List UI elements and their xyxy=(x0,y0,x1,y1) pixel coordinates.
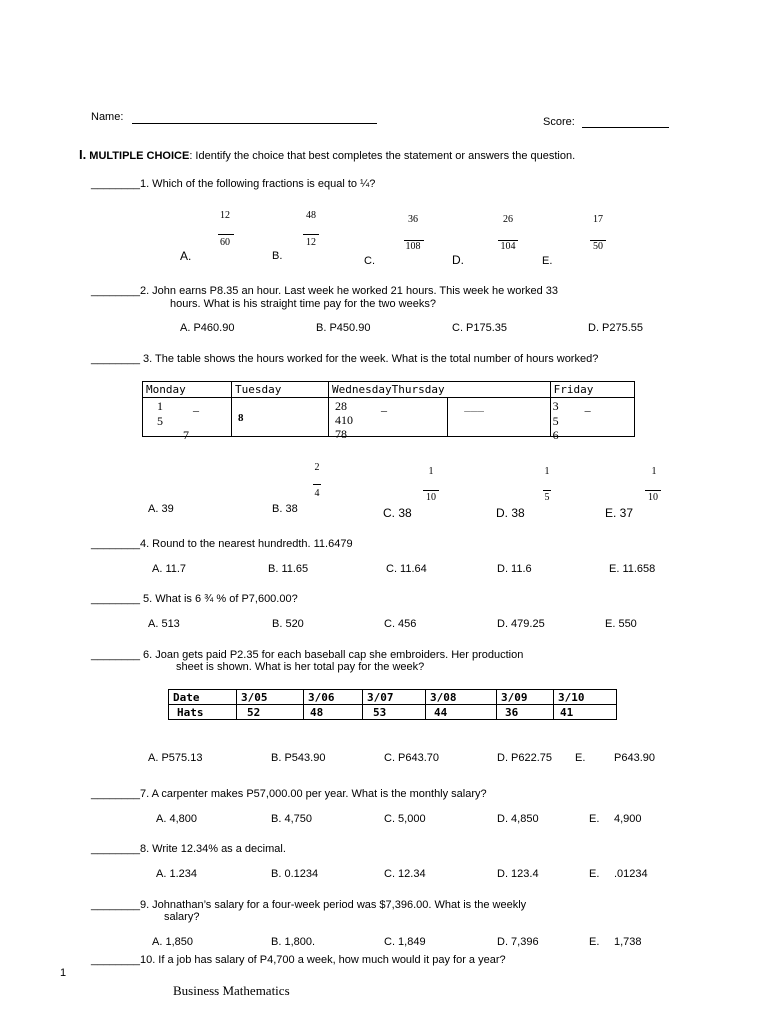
cell-hats: 52 xyxy=(237,705,304,720)
wednesday-value-2: 410 xyxy=(335,413,353,427)
question-6-line-1: 6. Joan gets paid P2.35 for each baseball cap she embroiders. Her production xyxy=(139,649,524,661)
cell-tuesday xyxy=(232,398,329,437)
q3-choice-a[interactable]: A. 39 xyxy=(148,503,174,515)
header-monday: Monday xyxy=(143,382,232,398)
q6-choice-b[interactable]: B. P543.90 xyxy=(271,752,326,764)
header-wednesday-thursday: WednesdayThursday xyxy=(329,382,448,398)
question-6-line-2: sheet is shown. What is her total pay for the week? xyxy=(176,661,425,673)
question-2-line-2: hours. What is his straight time pay for the two weeks? xyxy=(170,298,436,310)
fraction-bar xyxy=(645,490,661,491)
q6-choice-c[interactable]: C. P643.70 xyxy=(384,752,440,764)
q4-choice-a[interactable]: A. 11.7 xyxy=(152,563,187,575)
question-5 xyxy=(91,593,298,605)
q9-choice-e-value: 1,738 xyxy=(614,936,642,948)
q9-choice-d[interactable]: D. 7,396 xyxy=(497,936,539,948)
cell-monday xyxy=(143,398,232,442)
friday-value-2: 5 xyxy=(552,414,559,428)
question-1 xyxy=(91,178,375,190)
q4-choice-d[interactable]: D. 11.6 xyxy=(497,563,532,575)
hours-table-header xyxy=(143,382,635,398)
cell-thursday xyxy=(448,398,551,437)
cell-hats-label: Hats xyxy=(169,705,237,720)
production-table-dates xyxy=(169,690,617,705)
q6-choice-a[interactable]: A. P575.13 xyxy=(148,752,203,764)
q2-choice-a[interactable]: A. P460.90 xyxy=(180,322,235,334)
numerator: 12 xyxy=(220,210,230,221)
q9-choice-b[interactable]: B. 1,800. xyxy=(271,936,316,948)
q7-choice-b[interactable]: B. 4,750 xyxy=(271,813,312,825)
cell-hats: 36 xyxy=(497,705,554,720)
friday-value-1: 3 xyxy=(552,399,559,413)
tuesday-value: 8 xyxy=(238,412,244,424)
answer-blank[interactable]: ________ xyxy=(91,178,140,190)
q1-fraction-a xyxy=(214,210,236,221)
q5-choice-d[interactable]: D. 479.25 xyxy=(497,618,545,630)
q3-fraction-c-denominator: 10 xyxy=(426,492,436,503)
q3-fraction-c-numerator: 1 xyxy=(428,466,434,477)
fraction-line-glyph: _ xyxy=(193,399,199,413)
section-numeral: I. xyxy=(79,147,87,162)
q3-choice-b[interactable]: B. 38 xyxy=(272,503,298,515)
cell-date: 3/08 xyxy=(426,690,497,705)
q9-choice-a[interactable]: A. 1,850 xyxy=(152,936,193,948)
q7-choice-c[interactable]: C. 5,000 xyxy=(384,813,426,825)
cell-date-label: Date xyxy=(169,690,237,705)
monday-value-1: 1 xyxy=(157,399,163,413)
answer-blank[interactable]: ________ xyxy=(91,353,140,365)
question-4 xyxy=(91,538,353,550)
q1-fraction-d-denominator: 104 xyxy=(500,241,516,252)
q3-choice-e[interactable]: E. 37 xyxy=(605,506,634,520)
q3-fraction-e-denominator: 10 xyxy=(648,492,658,503)
q5-choice-a[interactable]: A. 513 xyxy=(148,618,180,630)
footer-course-title: Business Mathematics xyxy=(173,983,290,998)
q3-fraction-e-numerator: 1 xyxy=(651,466,657,477)
score-label: Score: xyxy=(543,116,575,128)
wednesday-value-1: 28 xyxy=(335,399,347,413)
cell-hats: 48 xyxy=(304,705,363,720)
fraction-line-glyph: _ xyxy=(584,399,591,413)
q6-choice-e-value: P643.90 xyxy=(614,752,655,764)
q3-fraction-d-numerator: 1 xyxy=(544,466,550,477)
answer-blank[interactable]: ________ xyxy=(91,843,140,855)
cell-date: 3/10 xyxy=(554,690,617,705)
question-8 xyxy=(91,843,286,855)
q9-choice-c[interactable]: C. 1,849 xyxy=(384,936,426,948)
friday-value-3: 6 xyxy=(552,428,559,442)
fraction-bar xyxy=(423,490,439,491)
question-2 xyxy=(91,285,558,297)
q9-choice-e[interactable]: E. xyxy=(589,936,600,948)
denominator: 60 xyxy=(220,237,230,248)
answer-blank[interactable]: ________ xyxy=(91,538,140,550)
question-5-text: 5. What is 6 ¾ % of P7,600.00? xyxy=(139,593,298,605)
q8-choice-c[interactable]: C. 12.34 xyxy=(384,868,426,880)
cell-date: 3/07 xyxy=(363,690,426,705)
cell-date: 3/09 xyxy=(497,690,554,705)
question-7 xyxy=(91,788,487,800)
q8-choice-d[interactable]: D. 123.4 xyxy=(497,868,539,880)
q1-fraction-c-numerator: 36 xyxy=(408,214,418,225)
q8-choice-e[interactable]: E. xyxy=(589,868,600,880)
score-field-line[interactable] xyxy=(582,127,669,128)
answer-blank[interactable]: ________ xyxy=(91,899,140,911)
q5-choice-c[interactable]: C. 456 xyxy=(384,618,417,630)
q2-choice-c[interactable]: C. P175.35 xyxy=(452,322,508,334)
header-tuesday: Tuesday xyxy=(232,382,329,398)
wednesday-value-3: 78 xyxy=(335,427,347,441)
q7-choice-a[interactable]: A. 4,800 xyxy=(156,813,197,825)
production-table-hats xyxy=(169,705,617,720)
q1-fraction-e-numerator: 17 xyxy=(593,214,603,225)
q4-choice-c[interactable]: C. 11.64 xyxy=(386,563,427,575)
section-heading xyxy=(79,147,575,162)
hours-table xyxy=(142,381,635,442)
q3-choice-d[interactable]: D. 38 xyxy=(496,506,525,520)
header-blank xyxy=(448,382,551,398)
q1-choice-c[interactable]: C. xyxy=(364,255,375,267)
question-2-line-1: 2. John earns P8.35 an hour. Last week he worked 21 hours. This week he worked 33 xyxy=(139,285,559,297)
q2-choice-b[interactable]: B. P450.90 xyxy=(316,322,371,334)
hours-table-row xyxy=(143,398,635,437)
question-4-text: 4. Round to the nearest hundredth. 11.6479 xyxy=(139,538,353,550)
page-number: 1 xyxy=(60,967,67,979)
q8-choice-b[interactable]: B. 0.1234 xyxy=(271,868,319,880)
q1-fraction-b-denominator: 12 xyxy=(306,237,316,248)
answer-blank[interactable]: ________ xyxy=(91,788,140,800)
q7-choice-e[interactable]: E. xyxy=(589,813,600,825)
q8-choice-e-value: .01234 xyxy=(614,868,648,880)
question-9-line-1: 9. Johnathan’s salary for a four-week period was $7,396.00. What is the weekly xyxy=(139,899,527,911)
cell-hats: 53 xyxy=(363,705,426,720)
fraction-bar xyxy=(218,234,234,235)
question-9 xyxy=(91,899,526,911)
answer-blank[interactable]: ________ xyxy=(91,954,140,966)
q1-choice-a[interactable]: A. xyxy=(180,249,192,263)
cell-hats: 41 xyxy=(554,705,617,720)
answer-blank[interactable]: ________ xyxy=(91,593,140,605)
q4-choice-b[interactable]: B. 11.65 xyxy=(268,563,309,575)
q1-choice-d[interactable]: D. xyxy=(452,253,464,267)
cell-friday xyxy=(550,398,634,442)
q1-fraction-e-denominator: 50 xyxy=(593,241,603,252)
q6-choice-d[interactable]: D. P622.75 xyxy=(497,752,553,764)
answer-blank[interactable]: ________ xyxy=(91,649,140,661)
q3-fraction-d-denominator: 5 xyxy=(544,492,550,503)
q8-choice-a[interactable]: A. 1.234 xyxy=(156,868,197,880)
cell-wednesday xyxy=(329,398,448,441)
monday-value-3: 7 xyxy=(183,428,189,442)
name-label: Name: xyxy=(91,111,124,123)
q5-choice-b[interactable]: B. 520 xyxy=(272,618,304,630)
q5-choice-e[interactable]: E. 550 xyxy=(605,618,637,630)
q7-choice-e-value: 4,900 xyxy=(614,813,642,825)
production-table xyxy=(168,689,617,720)
question-8-text: 8. Write 12.34% as a decimal. xyxy=(139,843,286,855)
fraction-line-glyph: ___ xyxy=(464,399,484,412)
question-10-text: 10. If a job has salary of P4,700 a week, how much would it pay for a year? xyxy=(139,954,506,966)
question-9-line-2: salary? xyxy=(164,911,200,923)
section-instructions: : Identify the choice that best completes the statement or answers the question. xyxy=(189,150,576,162)
fraction-line-glyph: _ xyxy=(381,399,387,413)
q3-fraction-b-numerator: 2 xyxy=(314,462,320,473)
q7-choice-d[interactable]: D. 4,850 xyxy=(497,813,539,825)
name-field-line[interactable] xyxy=(132,123,377,124)
q1-fraction-b-numerator: 48 xyxy=(306,210,316,221)
question-7-text: 7. A carpenter makes P57,000.00 per year. What is the monthly salary? xyxy=(139,788,487,800)
q4-choice-e[interactable]: E. 11.658 xyxy=(609,563,656,575)
monday-value-2: 5 xyxy=(157,414,163,428)
fraction-bar xyxy=(313,484,321,485)
q2-choice-d[interactable]: D. P275.55 xyxy=(588,322,644,334)
cell-date: 3/06 xyxy=(304,690,363,705)
question-3-text: 3. The table shows the hours worked for the week. What is the total number of hours worked? xyxy=(139,353,599,365)
q3-choice-c[interactable]: C. 38 xyxy=(383,506,412,520)
cell-hats: 44 xyxy=(426,705,497,720)
fraction-bar xyxy=(303,234,319,235)
q3-fraction-b-denominator: 4 xyxy=(314,488,320,499)
q6-choice-e[interactable]: E. xyxy=(575,752,586,764)
section-title: MULTIPLE CHOICE xyxy=(89,150,190,162)
question-3 xyxy=(91,353,598,365)
header-friday: Friday xyxy=(550,382,634,398)
question-6 xyxy=(91,649,523,661)
q1-fraction-c-denominator: 108 xyxy=(405,241,421,252)
q1-choice-b[interactable]: B. xyxy=(272,250,283,262)
q1-fraction-d-numerator: 26 xyxy=(503,214,513,225)
cell-date: 3/05 xyxy=(237,690,304,705)
fraction-bar xyxy=(543,490,551,491)
question-1-text: 1. Which of the following fractions is equal to ¼? xyxy=(139,178,376,190)
answer-blank[interactable]: ________ xyxy=(91,285,140,297)
q1-choice-e[interactable]: E. xyxy=(542,255,553,267)
question-10 xyxy=(91,954,506,966)
